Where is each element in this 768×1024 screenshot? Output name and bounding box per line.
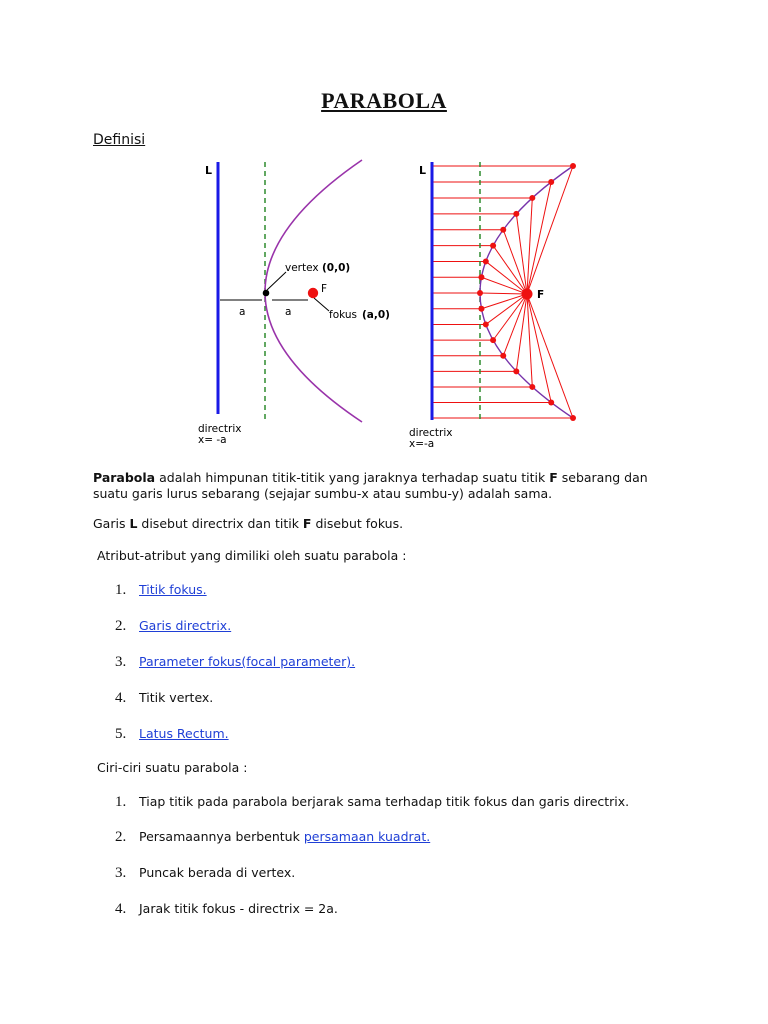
parabola-point — [483, 258, 489, 264]
garis-L: L — [129, 516, 138, 531]
garis-text-1: Garis — [93, 516, 130, 531]
garis-text-2: disebut directrix dan titik — [137, 516, 303, 531]
garis-paragraph — [93, 516, 693, 532]
vertex-coord: (0,0) — [322, 262, 351, 274]
item-text: Tiap titik pada parabola berjarak sama terhadap titik fokus dan garis directrix. — [139, 794, 630, 809]
parabola-point — [483, 321, 489, 327]
parabola-point — [490, 337, 496, 343]
list-number: 3. — [115, 865, 127, 881]
directrix-letter: L — [205, 164, 213, 177]
focus-construction-line — [527, 294, 573, 418]
focus-construction-line — [481, 294, 527, 309]
parabola-diagram-right — [405, 158, 595, 458]
parabola-point — [490, 243, 496, 249]
focus-construction-line — [516, 214, 527, 294]
item-text: Persamaannya berbentuk — [139, 829, 304, 844]
section-heading: Definisi — [93, 132, 146, 148]
ciri-intro: Ciri-ciri suatu parabola : — [97, 760, 248, 775]
atribut-item — [115, 690, 213, 708]
parabola-point — [548, 399, 554, 405]
parabola-point — [478, 274, 484, 280]
focus-construction-line — [481, 277, 527, 294]
focus-letter: F — [537, 289, 545, 301]
parabola-point — [478, 306, 484, 312]
definition-term: Parabola — [93, 470, 156, 485]
parabola-point — [570, 163, 576, 169]
focus-point — [308, 288, 318, 298]
atribut-intro: Atribut-atribut yang dimiliki oleh suatu parabola : — [97, 548, 407, 563]
garis-F: F — [302, 516, 312, 531]
parabola-point — [513, 368, 519, 374]
definition-text-2: sebarang dan suatu garis lurus sebarang (sejajar sumbu-x atau sumbu-y) adalah sama. — [93, 470, 648, 501]
distance-label-right: a — [285, 306, 292, 318]
atribut-item — [115, 726, 229, 744]
construction-lines — [432, 166, 573, 418]
ciri-item — [115, 794, 629, 812]
link-persamaan-kuadrat[interactable]: persamaan kuadrat. — [303, 829, 431, 844]
focus-construction-line — [480, 293, 527, 294]
item-text: Puncak berada di vertex. — [139, 865, 296, 880]
atribut-item — [115, 618, 231, 636]
focus-coord: (a,0) — [362, 309, 390, 321]
vertex-point — [263, 290, 270, 297]
focus-point — [522, 289, 533, 300]
parabola-point — [513, 211, 519, 217]
list-number: 1. — [115, 794, 127, 810]
directrix-equation: x=-a — [409, 438, 435, 450]
focus-pointer — [314, 298, 329, 311]
page-title: PARABOLA — [321, 88, 447, 113]
list-number: 3. — [115, 654, 127, 670]
link-titik-fokus[interactable]: Titik fokus. — [139, 582, 207, 597]
directrix-equation: x= -a — [198, 434, 227, 446]
list-number: 2. — [115, 618, 127, 634]
link-parameter-fokus[interactable]: Parameter fokus(focal parameter). — [139, 654, 356, 669]
vertex-label: vertex — [285, 262, 319, 274]
ciri-item — [115, 901, 338, 919]
list-number: 2. — [115, 829, 127, 845]
atribut-item — [115, 582, 207, 600]
parabola-point — [500, 227, 506, 233]
parabola-point — [529, 195, 535, 201]
parabola-point — [529, 384, 535, 390]
ciri-item — [115, 829, 430, 847]
list-number: 4. — [115, 690, 127, 706]
distance-label-left: a — [239, 306, 246, 318]
list-number: 4. — [115, 901, 127, 917]
item-text: Titik vertex. — [139, 690, 214, 705]
definition-paragraph — [93, 470, 683, 502]
focus-letter: F — [321, 283, 328, 295]
ciri-item — [115, 865, 295, 883]
parabola-point — [548, 179, 554, 185]
link-garis-directrix[interactable]: Garis directrix. — [139, 618, 232, 633]
atribut-item — [115, 654, 355, 672]
garis-text-3: disebut fokus. — [311, 516, 404, 531]
focus-label: fokus — [329, 309, 358, 321]
vertex-pointer — [267, 272, 286, 290]
list-number: 5. — [115, 726, 127, 742]
definition-focus-letter: F — [549, 470, 558, 485]
definition-text-1: adalah himpunan titik-titik yang jaraknya terhadap suatu titik — [155, 470, 550, 485]
item-text: Jarak titik fokus - directrix = 2a. — [139, 901, 338, 916]
parabola-point — [477, 290, 483, 296]
parabola-diagram-left — [190, 158, 410, 458]
link-latus-rectum[interactable]: Latus Rectum. — [139, 726, 229, 741]
directrix-caption: directrix — [409, 427, 453, 439]
directrix-caption: directrix — [198, 423, 242, 435]
parabola-point — [570, 415, 576, 421]
parabola-point — [500, 353, 506, 359]
list-number: 1. — [115, 582, 127, 598]
directrix-letter: L — [419, 164, 427, 177]
